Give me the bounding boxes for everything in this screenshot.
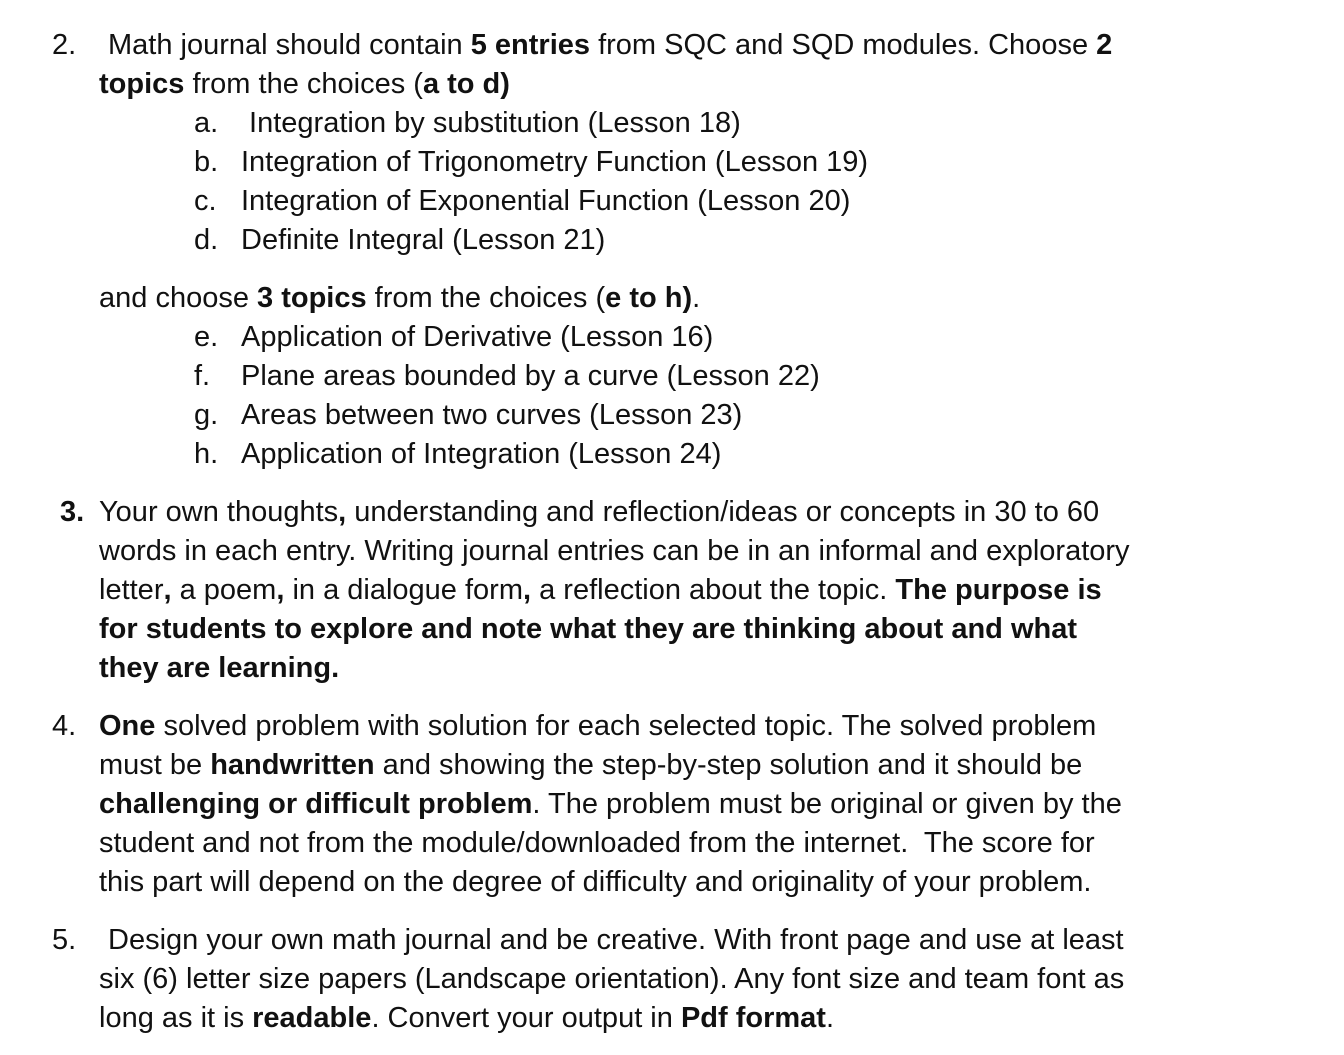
- text-run: words in each entry. Writing journal entries can be in an informal and exploratory: [99, 535, 1130, 567]
- rich-line: [99, 649, 339, 687]
- item-number: 4.: [52, 710, 77, 742]
- rich-line: [99, 571, 1102, 609]
- text-run: . The problem must be original or given by the: [532, 788, 1122, 820]
- text-run: from the choices (: [366, 282, 606, 314]
- text-run: six (6) letter size papers (Landscape orientation). Any font size and team font as: [99, 963, 1125, 995]
- bold-run: topics: [99, 68, 185, 100]
- rich-line: [108, 26, 1112, 64]
- rich-line: [99, 65, 510, 103]
- rich-line: [99, 610, 1077, 648]
- text-run: solved problem with solution for each selected topic. The solved problem: [155, 710, 1097, 742]
- rich-line: [99, 785, 1122, 823]
- bold-run: 5 entries: [470, 29, 591, 61]
- sub-item-letter: f.: [194, 360, 211, 392]
- rich-line: [99, 279, 700, 317]
- item-number: 3.: [60, 496, 85, 528]
- bold-run: challenging or difficult problem: [99, 788, 533, 820]
- sub-item-letter: a.: [194, 107, 219, 139]
- sub-item-letter: g.: [194, 399, 219, 431]
- text-run: a poem: [171, 574, 277, 606]
- text-run: long as it is: [99, 1002, 253, 1034]
- text-run: Math journal should contain: [108, 29, 471, 61]
- bold-run: ,: [163, 574, 172, 606]
- text-run: this part will depend on the degree of difficulty and originality of your problem.: [99, 866, 1092, 898]
- text-run: from the choices (: [184, 68, 423, 100]
- rich-line: [99, 863, 1092, 901]
- text-run: in a dialogue form: [284, 574, 523, 606]
- text-run: and choose: [99, 282, 258, 314]
- text-run: letter: [99, 574, 164, 606]
- rich-line: [99, 707, 1096, 745]
- rich-line: [99, 493, 1099, 531]
- rich-line: [99, 999, 834, 1037]
- sub-item-letter: d.: [194, 224, 219, 256]
- item-number: 5.: [52, 924, 77, 956]
- text-run: .: [692, 282, 701, 314]
- rich-line: [99, 824, 1095, 862]
- sub-item-letter: h.: [194, 438, 219, 470]
- sub-item-text: Integration by substitution (Lesson 18): [241, 107, 741, 139]
- bold-run: 3 topics: [257, 282, 367, 314]
- bold-run: e to h): [605, 282, 693, 314]
- bold-run: readable: [252, 1002, 372, 1034]
- sub-item-text: Areas between two curves (Lesson 23): [241, 399, 743, 431]
- bold-run: for students to explore and note what they are thinking about and what: [99, 613, 1078, 645]
- item-number: 2.: [52, 29, 77, 61]
- text-run: .: [825, 1002, 834, 1034]
- rich-line: [99, 960, 1124, 998]
- text-run: Design your own math journal and be creative. With front page and use at least: [108, 924, 1124, 956]
- rich-line: [108, 921, 1124, 959]
- bold-run: ,: [276, 574, 285, 606]
- bold-run: a to d): [422, 68, 510, 100]
- text-run: Your own thoughts: [99, 496, 339, 528]
- text-run: understanding and reflection/ideas or concepts in 30 to 60: [346, 496, 1100, 528]
- bold-run: One: [99, 710, 156, 742]
- rich-line: [99, 532, 1130, 570]
- bold-run: Pdf format: [680, 1002, 826, 1034]
- sub-item-letter: c.: [194, 185, 217, 217]
- sub-item-text: Integration of Exponential Function (Lesson 20): [241, 185, 851, 217]
- text-run: a reflection about the topic.: [531, 574, 896, 606]
- sub-item-text: Integration of Trigonometry Function (Lesson 19): [241, 146, 869, 178]
- bold-run: 2: [1096, 29, 1113, 61]
- bold-run: ,: [523, 574, 532, 606]
- text-run: and showing the step-by-step solution and it should be: [374, 749, 1083, 781]
- bold-run: The purpose is: [895, 574, 1102, 606]
- rich-line: [99, 746, 1082, 784]
- bold-run: ,: [338, 496, 347, 528]
- sub-item-text: Application of Derivative (Lesson 16): [241, 321, 714, 353]
- sub-item-text: Definite Integral (Lesson 21): [241, 224, 606, 256]
- sub-item-letter: b.: [194, 146, 219, 178]
- bold-run: they are learning.: [99, 652, 340, 684]
- text-run: . Convert your output in: [371, 1002, 681, 1034]
- sub-item-text: Application of Integration (Lesson 24): [241, 438, 722, 470]
- text-run: must be: [99, 749, 211, 781]
- text-run: student and not from the module/downloaded from the internet. The score for: [99, 827, 1095, 859]
- text-run: from SQC and SQD modules. Choose: [590, 29, 1097, 61]
- sub-item-text: Plane areas bounded by a curve (Lesson 22): [241, 360, 820, 392]
- bold-run: handwritten: [210, 749, 375, 781]
- sub-item-letter: e.: [194, 321, 219, 353]
